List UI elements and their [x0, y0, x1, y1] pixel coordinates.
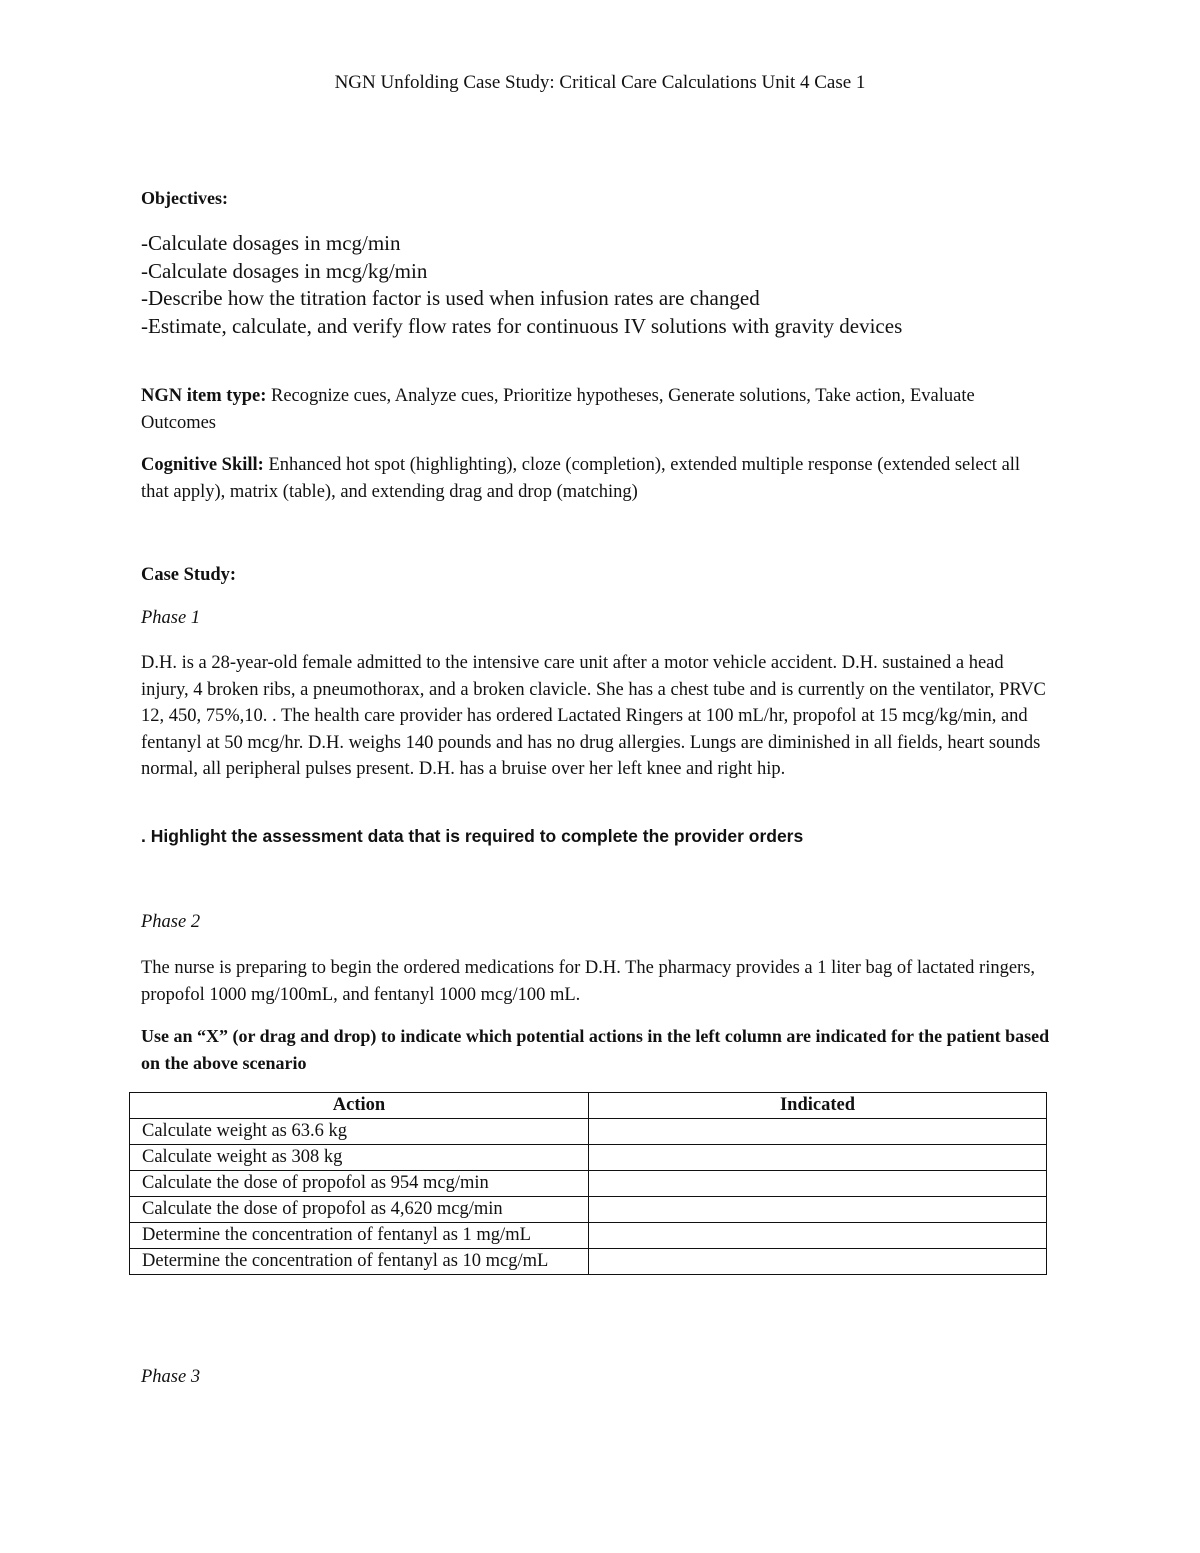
table-row	[130, 1119, 1047, 1145]
objective-item: -Calculate dosages in mcg/kg/min	[141, 258, 428, 283]
table-row	[130, 1145, 1047, 1171]
cognitive-skill-label: Cognitive Skill:	[141, 455, 264, 475]
indicated-cell[interactable]	[589, 1145, 1047, 1171]
phase1-instruction: . Highlight the assessment data that is required to complete the provider orders	[141, 826, 804, 846]
indicated-cell[interactable]	[589, 1197, 1047, 1223]
phase2-scenario-text: The nurse is preparing to begin the ordered medications for D.H. The pharmacy provides a 1 liter bag of lactated ringers, propofol 1000 mg/100mL, and fentanyl 1000 mcg/100 mL.	[141, 958, 1036, 1005]
action-cell: Calculate weight as 63.6 kg	[130, 1119, 589, 1145]
objective-item: -Describe how the titration factor is used when infusion rates are changed	[141, 286, 760, 310]
phase1-title: Phase 1	[141, 608, 201, 628]
phase2-instruction: Use an “X” (or drag and drop) to indicate which potential actions in the left column are indicated for the patient based on the above scenario	[141, 1026, 1050, 1073]
objective-item: -Estimate, calculate, and verify flow rates for continuous IV solutions with gravity devices	[141, 313, 903, 338]
table-header-row	[130, 1093, 1047, 1119]
action-cell: Calculate the dose of propofol as 4,620 mcg/min	[130, 1197, 589, 1223]
action-cell: Calculate weight as 308 kg	[130, 1145, 589, 1171]
ngn-item-type-paragraph	[141, 383, 1051, 436]
phase2-title: Phase 2	[141, 912, 201, 932]
column-header-indicated: Indicated	[589, 1093, 1047, 1119]
action-cell: Determine the concentration of fentanyl as 1 mg/mL	[130, 1223, 589, 1249]
cognitive-skill-text: Enhanced hot spot (highlighting), cloze (completion), extended multiple response (extended select all that apply), matrix (table), and extending drag and drop (matching)	[141, 455, 1021, 502]
table-row	[130, 1249, 1047, 1275]
action-cell: Calculate the dose of propofol as 954 mcg/min	[130, 1171, 589, 1197]
ngn-item-type-label: NGN item type:	[141, 386, 267, 406]
table-row	[130, 1223, 1047, 1249]
action-cell: Determine the concentration of fentanyl as 10 mcg/mL	[130, 1249, 589, 1275]
indicated-cell[interactable]	[589, 1171, 1047, 1197]
objectives-heading: Objectives:	[141, 188, 228, 208]
case-study-heading: Case Study:	[141, 565, 237, 585]
phase3-title: Phase 3	[141, 1367, 201, 1387]
objectives-list	[141, 230, 902, 340]
actions-matrix-table	[129, 1092, 1047, 1275]
column-header-action: Action	[130, 1093, 589, 1119]
objective-item: -Calculate dosages in mcg/min	[141, 231, 401, 255]
indicated-cell[interactable]	[589, 1223, 1047, 1249]
page-header-title: NGN Unfolding Case Study: Critical Care Calculations Unit 4 Case 1	[334, 72, 866, 93]
cognitive-skill-paragraph	[141, 452, 1051, 505]
table-row	[130, 1171, 1047, 1197]
table-row	[130, 1197, 1047, 1223]
phase1-scenario-text: D.H. is a 28-year-old female admitted to the intensive care unit after a motor vehicle accident. D.H. sustained a head injury, 4 broken ribs, a pneumothorax, and a broken clavicle. She has a chest tube and is currently on the ventilator, PRVC 12, 450, 75%,10. . The health care provider has ordered Lactated Ringers at 100 mL/hr, propofol at 15 mcg/kg/min, and fentanyl at 50 mcg/hr. D.H. weighs 140 pounds and has no drug allergies. Lungs are diminished in all fields, heart sounds normal, all peripheral pulses present. D.H. has a bruise over her left knee and right hip.	[141, 653, 1046, 779]
ngn-item-type-text: Recognize cues, Analyze cues, Prioritize hypotheses, Generate solutions, Take action, Evaluate Outcomes	[141, 386, 975, 433]
indicated-cell[interactable]	[589, 1119, 1047, 1145]
indicated-cell[interactable]	[589, 1249, 1047, 1275]
